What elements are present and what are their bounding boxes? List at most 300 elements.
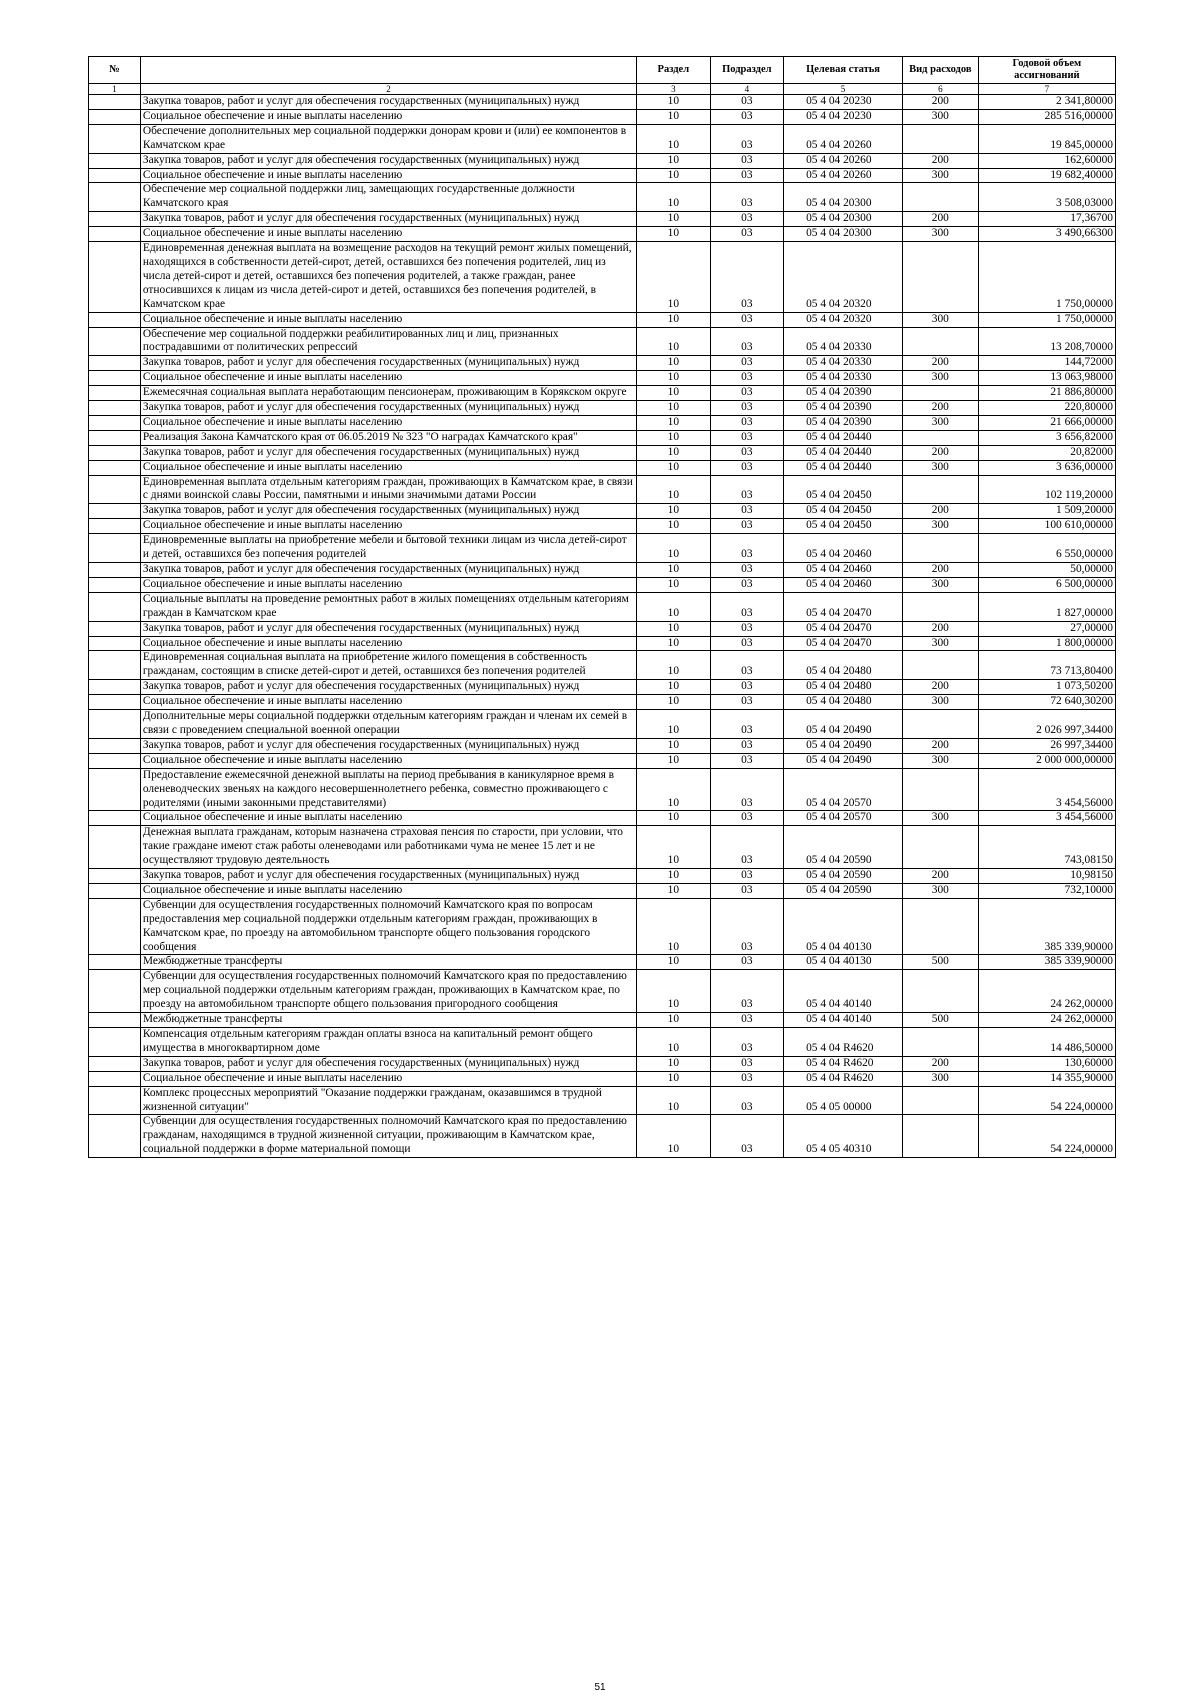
number-cell	[89, 227, 141, 242]
article-cell: 05 4 04 20260	[784, 168, 903, 183]
article-cell: 05 4 04 20480	[784, 651, 903, 680]
number-cell	[89, 327, 141, 356]
section-cell: 10	[637, 1013, 711, 1028]
expense-type-cell: 200	[902, 869, 978, 884]
subsection-cell: 03	[710, 636, 784, 651]
section-cell: 10	[637, 563, 711, 578]
number-cell	[89, 212, 141, 227]
amount-cell: 2 026 997,34400	[978, 710, 1115, 739]
column-number: 2	[140, 84, 636, 95]
amount-cell: 220,80000	[978, 401, 1115, 416]
expense-type-cell: 300	[902, 312, 978, 327]
amount-cell: 144,72000	[978, 356, 1115, 371]
column-number-row	[89, 84, 1116, 95]
name-cell: Обеспечение дополнительных мер социальной поддержки донорам крови и (или) ее компонентов в Камчатском крае	[140, 124, 636, 153]
subsection-cell: 03	[710, 1086, 784, 1115]
expense-type-cell: 300	[902, 577, 978, 592]
article-cell: 05 4 04 20570	[784, 768, 903, 811]
header-row	[89, 57, 1116, 84]
section-cell: 10	[637, 811, 711, 826]
subsection-cell: 03	[710, 153, 784, 168]
subsection-cell: 03	[710, 109, 784, 124]
expense-type-cell	[902, 1086, 978, 1115]
article-cell: 05 4 04 20260	[784, 124, 903, 153]
subsection-cell: 03	[710, 811, 784, 826]
section-cell: 10	[637, 356, 711, 371]
section-cell: 10	[637, 1028, 711, 1057]
subsection-cell: 03	[710, 519, 784, 534]
number-cell	[89, 636, 141, 651]
article-cell: 05 4 04 20470	[784, 636, 903, 651]
section-cell: 10	[637, 898, 711, 955]
amount-cell: 100 610,00000	[978, 519, 1115, 534]
name-cell: Социальное обеспечение и иные выплаты населению	[140, 519, 636, 534]
table-row	[89, 970, 1116, 1013]
expense-type-cell: 300	[902, 811, 978, 826]
table-row	[89, 371, 1116, 386]
article-cell: 05 4 04 R4620	[784, 1056, 903, 1071]
article-cell: 05 4 04 20440	[784, 460, 903, 475]
amount-cell: 10,98150	[978, 869, 1115, 884]
section-cell: 10	[637, 753, 711, 768]
amount-cell: 20,82000	[978, 445, 1115, 460]
amount-cell: 14 355,90000	[978, 1071, 1115, 1086]
number-cell	[89, 415, 141, 430]
table-row	[89, 883, 1116, 898]
name-cell: Реализация Закона Камчатского края от 06.05.2019 № 323 "О наградах Камчатского края"	[140, 430, 636, 445]
article-cell: 05 4 04 20390	[784, 386, 903, 401]
expense-type-cell: 200	[902, 680, 978, 695]
expense-type-cell	[902, 768, 978, 811]
subsection-cell: 03	[710, 738, 784, 753]
name-cell: Социальное обеспечение и иные выплаты населению	[140, 415, 636, 430]
table-row	[89, 651, 1116, 680]
number-cell	[89, 1013, 141, 1028]
column-number: 7	[978, 84, 1115, 95]
section-cell: 10	[637, 883, 711, 898]
article-cell: 05 4 05 40310	[784, 1115, 903, 1158]
name-cell: Закупка товаров, работ и услуг для обеспечения государственных (муниципальных) нужд	[140, 153, 636, 168]
name-cell: Компенсация отдельным категориям граждан оплаты взноса на капитальный ремонт общего имущества в многоквартирном доме	[140, 1028, 636, 1057]
name-cell: Социальное обеспечение и иные выплаты населению	[140, 883, 636, 898]
amount-cell: 2 341,80000	[978, 95, 1115, 110]
expense-type-cell	[902, 534, 978, 563]
section-cell: 10	[637, 95, 711, 110]
number-cell	[89, 95, 141, 110]
name-cell: Закупка товаров, работ и услуг для обеспечения государственных (муниципальных) нужд	[140, 212, 636, 227]
section-cell: 10	[637, 153, 711, 168]
article-cell: 05 4 04 20590	[784, 826, 903, 869]
subsection-cell: 03	[710, 168, 784, 183]
subsection-cell: 03	[710, 1071, 784, 1086]
amount-cell: 385 339,90000	[978, 898, 1115, 955]
name-cell: Закупка товаров, работ и услуг для обеспечения государственных (муниципальных) нужд	[140, 738, 636, 753]
expense-type-cell: 200	[902, 563, 978, 578]
number-cell	[89, 460, 141, 475]
section-cell: 10	[637, 415, 711, 430]
table-row	[89, 710, 1116, 739]
name-cell: Обеспечение мер социальной поддержки лиц, замещающих государственные должности Камчатского края	[140, 183, 636, 212]
table-row	[89, 753, 1116, 768]
expense-type-cell	[902, 124, 978, 153]
amount-cell: 3 508,03000	[978, 183, 1115, 212]
amount-cell: 1 073,50200	[978, 680, 1115, 695]
expense-type-cell	[902, 386, 978, 401]
subsection-cell: 03	[710, 1013, 784, 1028]
table-row	[89, 738, 1116, 753]
number-cell	[89, 651, 141, 680]
section-cell: 10	[637, 460, 711, 475]
expense-type-cell: 200	[902, 212, 978, 227]
number-cell	[89, 811, 141, 826]
article-cell: 05 4 04 20460	[784, 563, 903, 578]
number-cell	[89, 356, 141, 371]
number-cell	[89, 768, 141, 811]
name-cell: Социальное обеспечение и иные выплаты населению	[140, 577, 636, 592]
article-cell: 05 4 04 20300	[784, 183, 903, 212]
expense-type-cell	[902, 710, 978, 739]
article-cell: 05 4 04 20440	[784, 430, 903, 445]
number-cell	[89, 1115, 141, 1158]
table-row	[89, 415, 1116, 430]
amount-cell: 13 208,70000	[978, 327, 1115, 356]
expense-type-cell: 200	[902, 1056, 978, 1071]
header-cell: Годовой объем ассигнований	[978, 57, 1115, 84]
amount-cell: 19 682,40000	[978, 168, 1115, 183]
table-row	[89, 826, 1116, 869]
subsection-cell: 03	[710, 695, 784, 710]
expense-type-cell	[902, 475, 978, 504]
amount-cell: 24 262,00000	[978, 970, 1115, 1013]
section-cell: 10	[637, 680, 711, 695]
subsection-cell: 03	[710, 1028, 784, 1057]
expense-type-cell: 200	[902, 445, 978, 460]
section-cell: 10	[637, 1115, 711, 1158]
article-cell: 05 4 04 40130	[784, 955, 903, 970]
subsection-cell: 03	[710, 415, 784, 430]
name-cell: Субвенции для осуществления государственных полномочий Камчатского края по вопросам предоставления мер социальной поддержки отдельным категориям граждан, проживающих в Камчатском крае, по проезду на автомобильном транспорте общего пользования городского сообщения	[140, 898, 636, 955]
header-cell: Раздел	[637, 57, 711, 84]
number-cell	[89, 445, 141, 460]
name-cell: Социальное обеспечение и иные выплаты населению	[140, 168, 636, 183]
section-cell: 10	[637, 312, 711, 327]
expense-type-cell: 300	[902, 883, 978, 898]
section-cell: 10	[637, 519, 711, 534]
name-cell: Закупка товаров, работ и услуг для обеспечения государственных (муниципальных) нужд	[140, 869, 636, 884]
amount-cell: 6 500,00000	[978, 577, 1115, 592]
table-row	[89, 1086, 1116, 1115]
section-cell: 10	[637, 475, 711, 504]
subsection-cell: 03	[710, 356, 784, 371]
table-row	[89, 1056, 1116, 1071]
expense-type-cell: 300	[902, 415, 978, 430]
subsection-cell: 03	[710, 475, 784, 504]
section-cell: 10	[637, 636, 711, 651]
table-row	[89, 95, 1116, 110]
amount-cell: 21 666,00000	[978, 415, 1115, 430]
table-row	[89, 636, 1116, 651]
name-cell: Социальное обеспечение и иные выплаты населению	[140, 753, 636, 768]
name-cell: Межбюджетные трансферты	[140, 955, 636, 970]
article-cell: 05 4 04 20390	[784, 415, 903, 430]
name-cell: Единовременная социальная выплата на приобретение жилого помещения в собственность гражданам, состоящим в списке детей-сирот и детей, оставшихся без попечения родителей	[140, 651, 636, 680]
section-cell: 10	[637, 710, 711, 739]
number-cell	[89, 475, 141, 504]
amount-cell: 72 640,30200	[978, 695, 1115, 710]
subsection-cell: 03	[710, 970, 784, 1013]
table-row	[89, 869, 1116, 884]
article-cell: 05 4 04 40140	[784, 1013, 903, 1028]
number-cell	[89, 826, 141, 869]
name-cell: Социальное обеспечение и иные выплаты населению	[140, 371, 636, 386]
number-cell	[89, 534, 141, 563]
table-row	[89, 475, 1116, 504]
name-cell: Единовременная выплата отдельным категориям граждан, проживающих в Камчатском крае, в связи с днями воинской славы России, памятными и иными значимыми датами России	[140, 475, 636, 504]
amount-cell: 3 454,56000	[978, 811, 1115, 826]
number-cell	[89, 970, 141, 1013]
section-cell: 10	[637, 386, 711, 401]
article-cell: 05 4 04 20230	[784, 95, 903, 110]
subsection-cell: 03	[710, 753, 784, 768]
article-cell: 05 4 04 20320	[784, 242, 903, 313]
section-cell: 10	[637, 124, 711, 153]
name-cell: Субвенции для осуществления государственных полномочий Камчатского края по предоставлению мер социальной поддержки отдельным категориям граждан, проживающих в Камчатском крае, по проезду на автомобильном транспорте общего пользования пригородного сообщения	[140, 970, 636, 1013]
section-cell: 10	[637, 401, 711, 416]
number-cell	[89, 401, 141, 416]
subsection-cell: 03	[710, 1115, 784, 1158]
name-cell: Закупка товаров, работ и услуг для обеспечения государственных (муниципальных) нужд	[140, 401, 636, 416]
article-cell: 05 4 04 R4620	[784, 1028, 903, 1057]
expense-type-cell: 500	[902, 955, 978, 970]
section-cell: 10	[637, 183, 711, 212]
subsection-cell: 03	[710, 955, 784, 970]
section-cell: 10	[637, 371, 711, 386]
amount-cell: 27,00000	[978, 621, 1115, 636]
subsection-cell: 03	[710, 768, 784, 811]
expense-type-cell: 300	[902, 460, 978, 475]
section-cell: 10	[637, 577, 711, 592]
number-cell	[89, 753, 141, 768]
table-row	[89, 563, 1116, 578]
section-cell: 10	[637, 242, 711, 313]
table-row	[89, 445, 1116, 460]
expense-type-cell	[902, 242, 978, 313]
article-cell: 05 4 04 20260	[784, 153, 903, 168]
table-row	[89, 577, 1116, 592]
name-cell: Межбюджетные трансферты	[140, 1013, 636, 1028]
number-cell	[89, 1086, 141, 1115]
table-row	[89, 621, 1116, 636]
name-cell: Предоставление ежемесячной денежной выплаты на период пребывания в каникулярное время в оленеводческих звеньях на каждого несовершеннолетнего ребенка, совместно проживающего с родителями (иными законными представителями)	[140, 768, 636, 811]
subsection-cell: 03	[710, 312, 784, 327]
amount-cell: 1 827,00000	[978, 592, 1115, 621]
article-cell: 05 4 04 20330	[784, 356, 903, 371]
table-row	[89, 680, 1116, 695]
number-cell	[89, 883, 141, 898]
article-cell: 05 4 04 20300	[784, 212, 903, 227]
subsection-cell: 03	[710, 680, 784, 695]
table-row	[89, 768, 1116, 811]
expense-type-cell: 200	[902, 504, 978, 519]
header-cell: Вид расходов	[902, 57, 978, 84]
number-cell	[89, 869, 141, 884]
article-cell: 05 4 04 20330	[784, 371, 903, 386]
amount-cell: 2 000 000,00000	[978, 753, 1115, 768]
amount-cell: 54 224,00000	[978, 1086, 1115, 1115]
name-cell: Единовременная денежная выплата на возмещение расходов на текущий ремонт жилых помещений, находящихся в собственности детей-сирот, детей, оставшихся без попечения родителей, лиц из числа детей-сирот и детей, оставшихся без попечения родителей, а также граждан, ранее относившихся к лицам из числа детей-сирот и детей, оставшихся без попечения родителей, в Камчатском крае	[140, 242, 636, 313]
subsection-cell: 03	[710, 710, 784, 739]
amount-cell: 3 454,56000	[978, 768, 1115, 811]
article-cell: 05 4 04 20570	[784, 811, 903, 826]
expense-type-cell	[902, 1028, 978, 1057]
table-row	[89, 592, 1116, 621]
number-cell	[89, 504, 141, 519]
article-cell: 05 4 04 20440	[784, 445, 903, 460]
table-row	[89, 534, 1116, 563]
expense-type-cell: 500	[902, 1013, 978, 1028]
section-cell: 10	[637, 109, 711, 124]
number-cell	[89, 109, 141, 124]
amount-cell: 1 750,00000	[978, 312, 1115, 327]
section-cell: 10	[637, 621, 711, 636]
name-cell: Социальное обеспечение и иные выплаты населению	[140, 1071, 636, 1086]
number-cell	[89, 519, 141, 534]
name-cell: Закупка товаров, работ и услуг для обеспечения государственных (муниципальных) нужд	[140, 1056, 636, 1071]
subsection-cell: 03	[710, 430, 784, 445]
amount-cell: 21 886,80000	[978, 386, 1115, 401]
number-cell	[89, 680, 141, 695]
subsection-cell: 03	[710, 386, 784, 401]
expense-type-cell: 200	[902, 153, 978, 168]
subsection-cell: 03	[710, 504, 784, 519]
number-cell	[89, 183, 141, 212]
table-row	[89, 401, 1116, 416]
name-cell: Социальное обеспечение и иные выплаты населению	[140, 460, 636, 475]
section-cell: 10	[637, 592, 711, 621]
amount-cell: 732,10000	[978, 883, 1115, 898]
section-cell: 10	[637, 768, 711, 811]
number-cell	[89, 695, 141, 710]
expense-type-cell: 300	[902, 168, 978, 183]
header-cell: Подраздел	[710, 57, 784, 84]
section-cell: 10	[637, 534, 711, 563]
column-number: 1	[89, 84, 141, 95]
subsection-cell: 03	[710, 1056, 784, 1071]
name-cell: Социальное обеспечение и иные выплаты населению	[140, 811, 636, 826]
article-cell: 05 4 04 20330	[784, 327, 903, 356]
expense-type-cell	[902, 183, 978, 212]
subsection-cell: 03	[710, 826, 784, 869]
column-number: 6	[902, 84, 978, 95]
expense-type-cell	[902, 592, 978, 621]
expense-type-cell: 300	[902, 695, 978, 710]
name-cell: Закупка товаров, работ и услуг для обеспечения государственных (муниципальных) нужд	[140, 621, 636, 636]
section-cell: 10	[637, 445, 711, 460]
section-cell: 10	[637, 1071, 711, 1086]
amount-cell: 130,60000	[978, 1056, 1115, 1071]
table-row	[89, 811, 1116, 826]
number-cell	[89, 710, 141, 739]
name-cell: Субвенции для осуществления государственных полномочий Камчатского края по предоставлению гражданам, находящимся в трудной жизненной ситуации, проживающим в Камчатском крае, социальной поддержки в форме материальной помощи	[140, 1115, 636, 1158]
expense-type-cell: 300	[902, 371, 978, 386]
expense-type-cell	[902, 430, 978, 445]
article-cell: 05 4 04 20300	[784, 227, 903, 242]
amount-cell: 73 713,80400	[978, 651, 1115, 680]
subsection-cell: 03	[710, 534, 784, 563]
name-cell: Комплекс процессных мероприятий "Оказание поддержки гражданам, оказавшимся в трудной жизненной ситуации"	[140, 1086, 636, 1115]
name-cell: Социальное обеспечение и иные выплаты населению	[140, 109, 636, 124]
subsection-cell: 03	[710, 212, 784, 227]
table-row	[89, 242, 1116, 313]
amount-cell: 285 516,00000	[978, 109, 1115, 124]
article-cell: 05 4 04 20450	[784, 519, 903, 534]
section-cell: 10	[637, 504, 711, 519]
table-row	[89, 109, 1116, 124]
expense-type-cell	[902, 1115, 978, 1158]
expense-type-cell: 300	[902, 519, 978, 534]
expense-type-cell	[902, 970, 978, 1013]
table-row	[89, 227, 1116, 242]
amount-cell: 102 119,20000	[978, 475, 1115, 504]
name-cell: Единовременные выплаты на приобретение мебели и бытовой техники лицам из числа детей-сирот и детей, оставшихся без попечения родителей	[140, 534, 636, 563]
subsection-cell: 03	[710, 651, 784, 680]
number-cell	[89, 1056, 141, 1071]
number-cell	[89, 592, 141, 621]
section-cell: 10	[637, 738, 711, 753]
name-cell: Закупка товаров, работ и услуг для обеспечения государственных (муниципальных) нужд	[140, 563, 636, 578]
subsection-cell: 03	[710, 183, 784, 212]
number-cell	[89, 738, 141, 753]
expense-type-cell	[902, 651, 978, 680]
expense-type-cell: 300	[902, 109, 978, 124]
article-cell: 05 4 04 20450	[784, 504, 903, 519]
article-cell: 05 4 04 20590	[784, 883, 903, 898]
expense-type-cell: 300	[902, 636, 978, 651]
expense-type-cell	[902, 327, 978, 356]
amount-cell: 3 490,66300	[978, 227, 1115, 242]
expense-type-cell: 300	[902, 227, 978, 242]
name-cell: Закупка товаров, работ и услуг для обеспечения государственных (муниципальных) нужд	[140, 680, 636, 695]
expense-type-cell: 300	[902, 1071, 978, 1086]
name-cell: Дополнительные меры социальной поддержки отдельным категориям граждан и членам их семей в связи с проведением специальной военной операции	[140, 710, 636, 739]
name-cell: Закупка товаров, работ и услуг для обеспечения государственных (муниципальных) нужд	[140, 356, 636, 371]
amount-cell: 6 550,00000	[978, 534, 1115, 563]
table-row	[89, 327, 1116, 356]
header-cell: Целевая статья	[784, 57, 903, 84]
table-row	[89, 1115, 1116, 1158]
subsection-cell: 03	[710, 883, 784, 898]
number-cell	[89, 621, 141, 636]
table-row	[89, 386, 1116, 401]
subsection-cell: 03	[710, 460, 784, 475]
article-cell: 05 4 04 20390	[784, 401, 903, 416]
article-cell: 05 4 04 20490	[784, 738, 903, 753]
number-cell	[89, 563, 141, 578]
section-cell: 10	[637, 227, 711, 242]
table-row	[89, 1071, 1116, 1086]
expense-type-cell	[902, 826, 978, 869]
subsection-cell: 03	[710, 577, 784, 592]
section-cell: 10	[637, 869, 711, 884]
name-cell: Социальные выплаты на проведение ремонтных работ в жилых помещениях отдельным категориям граждан в Камчатском крае	[140, 592, 636, 621]
subsection-cell: 03	[710, 227, 784, 242]
name-cell: Обеспечение мер социальной поддержки реабилитированных лиц и лиц, признанных пострадавшими от политических репрессий	[140, 327, 636, 356]
article-cell: 05 4 04 40140	[784, 970, 903, 1013]
amount-cell: 26 997,34400	[978, 738, 1115, 753]
amount-cell: 385 339,90000	[978, 955, 1115, 970]
expense-type-cell: 200	[902, 621, 978, 636]
expense-type-cell: 200	[902, 95, 978, 110]
